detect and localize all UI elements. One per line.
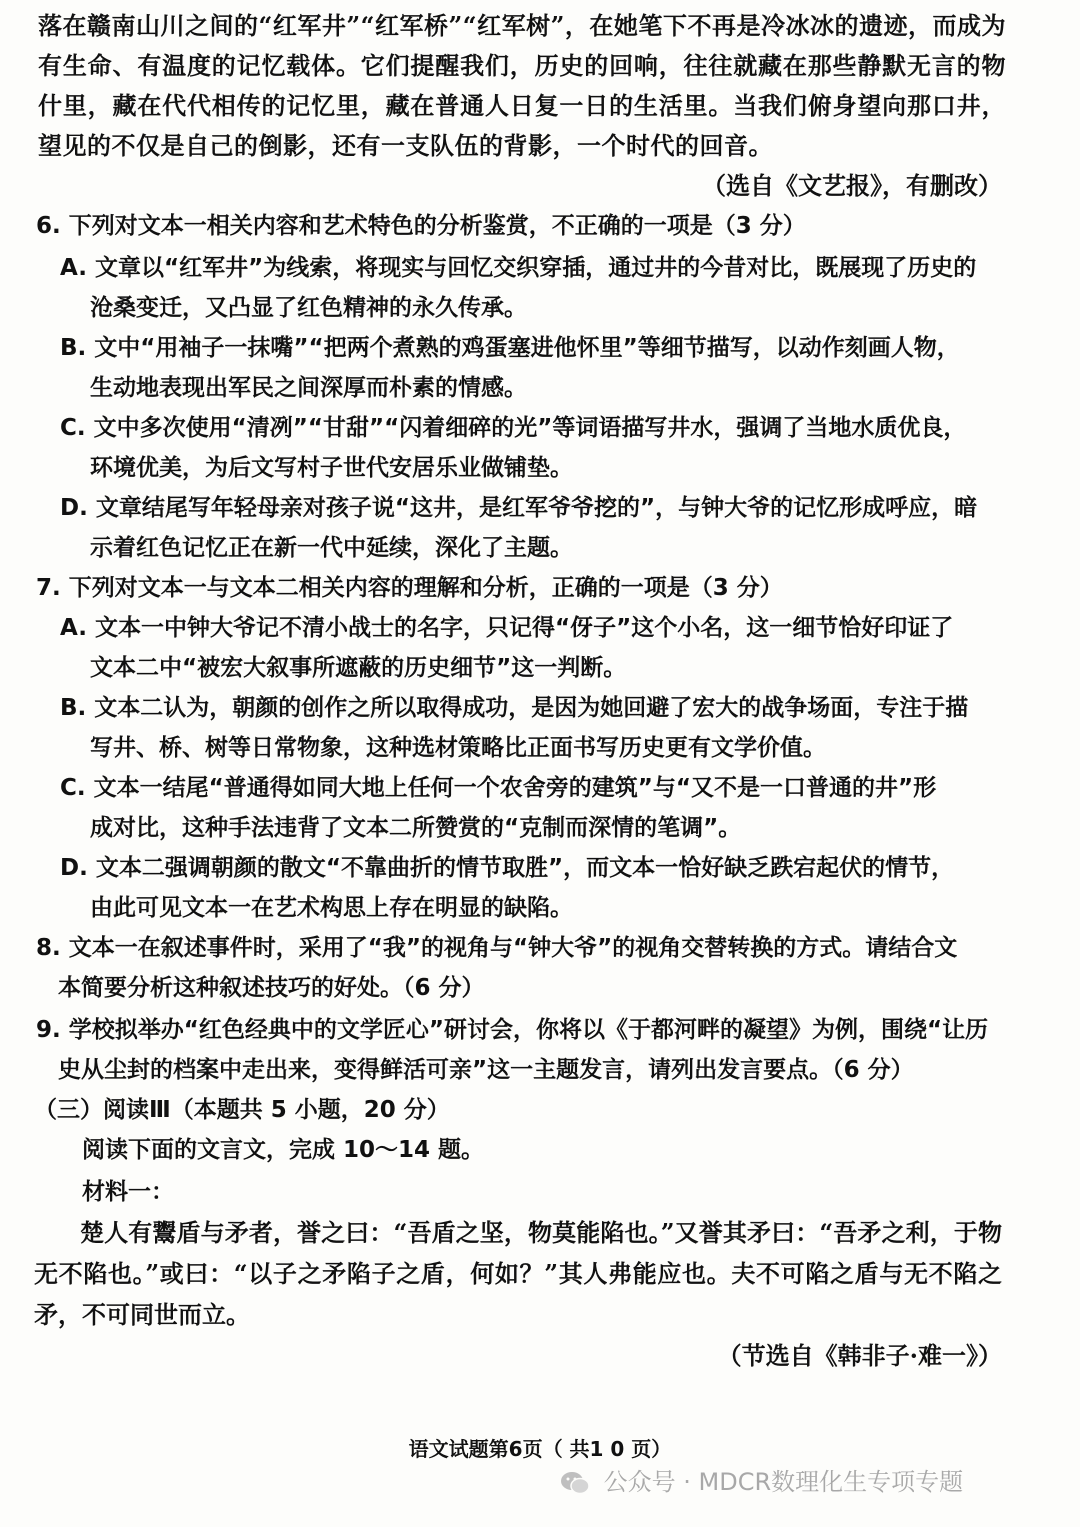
option-line: 成对比，这种手法违背了文本二所赞赏的“克制而深情的笔调”。	[90, 815, 742, 841]
watermark-text: 公众号 · MDCR数理化生专项专题	[603, 1468, 964, 1496]
question-7-stem: 7. 下列对文本一与文本二相关内容的理解和分析，正确的一项是（3 分）	[36, 575, 783, 601]
section-heading: （三）阅读Ⅲ（本题共 5 小题，20 分）	[34, 1097, 450, 1123]
question-line: 9. 学校拟举办“红色经典中的文学匠心”研讨会，你将以《于都河畔的凝望》为例，围绕“让历	[36, 1017, 989, 1043]
question-6-option-b	[60, 328, 1000, 408]
watermark	[560, 1462, 963, 1497]
section-instruction: 阅读下面的文言文，完成 10～14 题。	[82, 1137, 485, 1163]
option-line: 由此可见文本一在艺术构思上存在明显的缺陷。	[90, 895, 573, 921]
option-line: 写井、桥、树等日常物象，这种选材策略比正面书写历史更有文学价值。	[90, 735, 826, 761]
option-line: C. 文本一结尾“普通得如同大地上任何一个农舍旁的建筑”与“又不是一口普通的井”形	[60, 775, 937, 801]
page-footer: 语文试题第6页（ 共1 0 页）	[408, 1437, 672, 1461]
option-line: B. 文本二认为，朝颜的创作之所以取得成功，是因为她回避了宏大的战争场面，专注于描	[60, 695, 969, 721]
passage-source: （选自《文艺报》，有删改）	[702, 171, 1002, 200]
option-line: A. 文本一中钟大爷记不清小战士的名字，只记得“伢子”这个小名，这一细节恰好印证了	[60, 615, 954, 641]
question-6-option-a	[60, 248, 1000, 328]
question-7-option-d	[60, 848, 1000, 928]
option-line: 生动地表现出军民之间深厚而朴素的情感。	[90, 375, 527, 401]
option-line: 沧桑变迁，又凸显了红色精神的永久传承。	[90, 295, 527, 321]
question-9	[36, 1010, 1004, 1090]
classical-text: 楚人有鬻盾与矛者，誉之曰：“吾盾之坚，物莫能陷也。”又誉其矛曰：“吾矛之利，于物无不陷也。”或曰：“以子之矛陷子之盾，何如？”其人弗能应也。夫不可陷之盾与无不陷之矛，不可同世而立。	[34, 1218, 1002, 1329]
question-6-option-d	[60, 488, 1000, 568]
option-line: 示着红色记忆正在新一代中延续，深化了主题。	[90, 535, 573, 561]
option-line: D. 文章结尾写年轻母亲对孩子说“这井，是红军爷爷挖的”，与钟大爷的记忆形成呼应，暗	[60, 495, 978, 521]
option-line: C. 文中多次使用“清冽”“甘甜”“闪着细碎的光”等词语描写井水，强调了当地水质优良，	[60, 415, 967, 441]
classical-source: （节选自《韩非子·难一》）	[717, 1341, 1002, 1370]
option-line: B. 文中“用袖子一抹嘴”“把两个煮熟的鸡蛋塞进他怀里”等细节描写，以动作刻画人物，	[60, 335, 960, 361]
question-6-option-c	[60, 408, 1000, 488]
question-line: 8. 文本一在叙述事件时，采用了“我”的视角与“钟大爷”的视角交替转换的方式。请结合文	[36, 935, 958, 961]
question-7-option-c	[60, 768, 1000, 848]
material-label: 材料一：	[82, 1179, 174, 1205]
wechat-icon	[560, 1470, 590, 1496]
passage-ending: 落在赣南山川之间的“红军井”“红军桥”“红军树”，在她笔下不再是冷冰冰的遗迹，而成为有生命、有温度的记忆载体。它们提醒我们，历史的回响，往往就藏在那些静默无言的物什里，藏在代代相传的记忆里，藏在普通人日复一日的生活里。当我们俯身望向那口井，望见的不仅是自己的倒影，还有一支队伍的背影，一个时代的回音。	[38, 11, 1006, 160]
question-7-option-a	[60, 608, 1000, 688]
question-line: 本简要分析这种叙述技巧的好处。（6 分）	[58, 975, 485, 1001]
option-line: 环境优美，为后文写村子世代安居乐业做铺垫。	[90, 455, 573, 481]
question-line: 史从尘封的档案中走出来，变得鲜活可亲”这一主题发言，请列出发言要点。（6 分）	[58, 1057, 914, 1083]
option-line: A. 文章以“红军井”为线索，将现实与回忆交织穿插，通过井的今昔对比，既展现了历史的	[60, 255, 977, 281]
option-line: 文本二中“被宏大叙事所遮蔽的历史细节”这一判断。	[90, 655, 627, 681]
question-8	[36, 928, 1004, 1008]
question-7-option-b	[60, 688, 1000, 768]
option-line: D. 文本二强调朝颜的散文“不靠曲折的情节取胜”，而文本一恰好缺乏跌宕起伏的情节，	[60, 855, 955, 881]
question-6-stem: 6. 下列对文本一相关内容和艺术特色的分析鉴赏，不正确的一项是（3 分）	[36, 213, 806, 239]
